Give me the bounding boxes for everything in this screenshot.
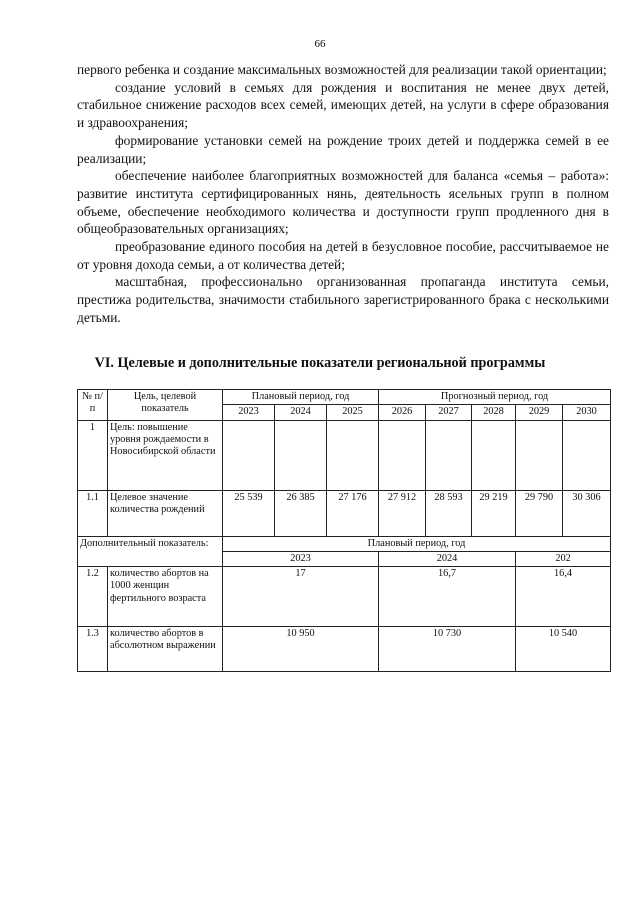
paragraph: масштабная, профессионально организованная пропаганда института семьи, престижа родительства, значимости стабильного зарегистрированного брака с несколькими детьми. [77,274,609,325]
value-cell: 25 539 [223,490,275,536]
header-goal: Цель, целевой показатель [108,390,223,421]
section-heading: VI. Целевые и дополнительные показатели региональной программы [94,355,546,371]
indicators-table [77,389,611,672]
paragraph: преобразование единого пособия на детей в безусловное пособие, рассчитываемое не от уровня дохода семьи, а от количества детей; [77,239,609,272]
indicator-label: количество абортов на 1000 женщин фертильного возраста [108,567,223,627]
indicator-label: Целевое значение количества рождений [108,490,223,536]
header-num: № п/п [78,390,108,421]
paragraph: создание условий в семьях для рождения и воспитания не менее двух детей, стабильное снижение расходов всех семей, имеющих детей, на услуги в сфере образования и здравоохранения; [77,79,609,131]
value-cell: 30 306 [563,490,611,536]
header-year: 2027 [426,405,472,420]
additional-header-row [78,536,611,551]
value-cell: 28 593 [426,490,472,536]
additional-year: 2023 [223,551,379,566]
value-cell: 26 385 [275,490,327,536]
value-cell: 27 176 [327,490,379,536]
header-forecast-period: Прогнозный период, год [379,390,611,405]
table-row [78,490,611,536]
value-cell: 16,7 [379,567,516,627]
row-num: 1.2 [78,567,108,627]
value-cell: 27 912 [379,490,426,536]
paragraph: обеспечение наиболее благоприятных возможностей для баланса «семья – работа»: развитие института сертифицированных нянь, деятельность ясельных групп в полном объеме, обеспечение необходимого количества и доступности групп продленного дня в общеобразовательных организациях; [77,168,609,237]
additional-year: 2024 [379,551,516,566]
value-cell: 29 219 [472,490,516,536]
table-row [78,420,611,490]
additional-label: Дополнительный показатель: [78,536,223,567]
row-num: 1 [78,420,108,490]
header-year: 2025 [327,405,379,420]
value-cell: 10 540 [516,627,611,672]
body-text [77,61,609,327]
row-num: 1.1 [78,490,108,536]
header-year: 2028 [472,405,516,420]
table-header-row [78,390,611,405]
header-year: 2026 [379,405,426,420]
value-cell: 16,4 [516,567,611,627]
paragraph: формирование установки семей на рождение троих детей и поддержка семей в ее реализации; [77,132,609,166]
additional-planned-period: Плановый период, год [223,536,611,551]
header-planned-period: Плановый период, год [223,390,379,405]
header-year: 2024 [275,405,327,420]
header-year: 2030 [563,405,611,420]
additional-year: 202 [516,551,611,566]
header-year: 2029 [516,405,563,420]
indicator-label: количество абортов в абсолютном выражении [108,627,223,672]
row-num: 1.3 [78,627,108,672]
value-cell: 10 730 [379,627,516,672]
value-cell: 29 790 [516,490,563,536]
table-row [78,567,611,627]
table-row [78,627,611,672]
paragraph: первого ребенка и создание максимальных возможностей для реализации такой ориентации; [77,62,607,77]
page-number: 66 [314,38,326,50]
header-year: 2023 [223,405,275,420]
value-cell: 17 [223,567,379,627]
goal-cell: Цель: повышение уровня рождаемости в Новосибирской области [108,420,223,490]
value-cell: 10 950 [223,627,379,672]
